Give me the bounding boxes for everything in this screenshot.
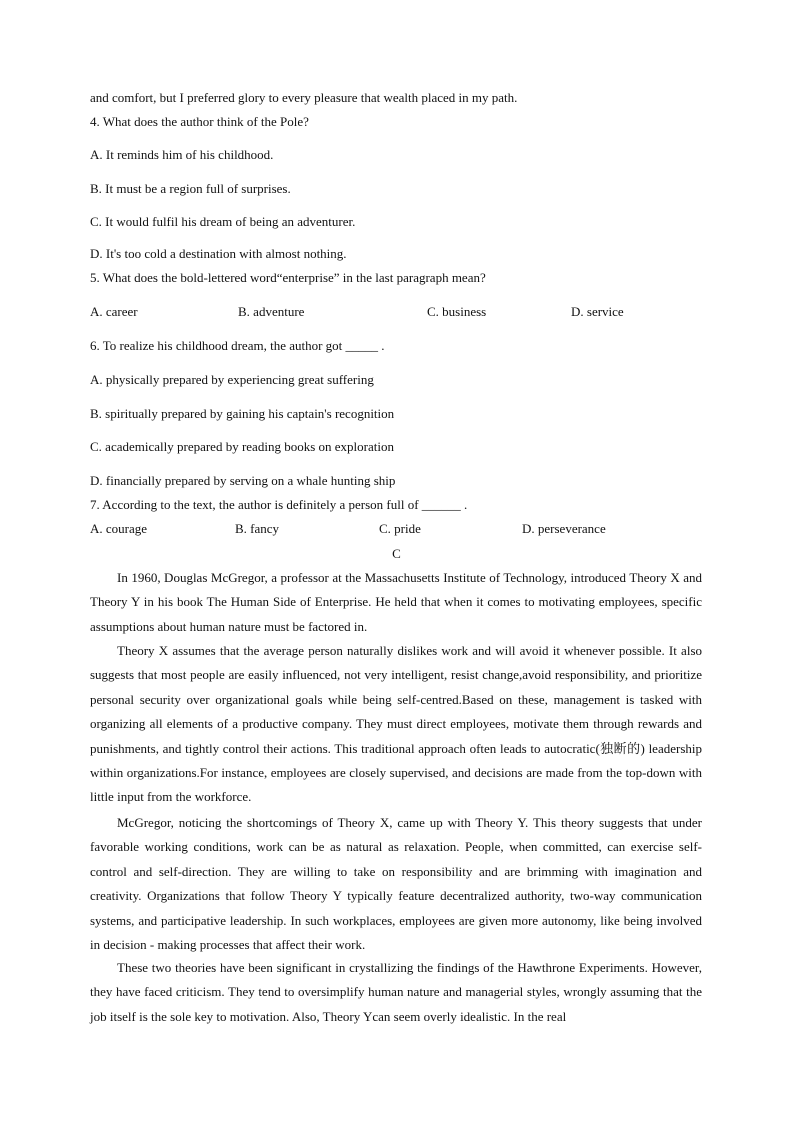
question-4-option-b: B. It must be a region full of surprises.: [90, 181, 291, 196]
question-6-option-d: D. financially prepared by serving on a whale hunting ship: [90, 473, 396, 488]
question-4-option-c: C. It would fulfil his dream of being an adventurer.: [90, 214, 356, 229]
question-7-option-b: B. fancy: [235, 521, 280, 536]
passage-paragraph-3: McGregor, noticing the shortcomings of Theory X, came up with Theory Y. This theory suggests that under favorable working conditions, work can be as natural as relaxation. People, when committed, can exercise self-control and self-direction. They are willing to take on responsibility and are brimming with imagination and creativity. Organizations that follow Theory Y typically feature decentralized authority, two-way communication systems, and participative leadership. In such workplaces, employees are given more autonomy, like being involved in decision - making processes that affect their work.: [90, 815, 702, 953]
question-4-option-a: A. It reminds him of his childhood.: [90, 147, 274, 162]
question-6-option-b: B. spiritually prepared by gaining his captain's recognition: [90, 406, 395, 421]
previous-passage-tail: and comfort, but I preferred glory to every pleasure that wealth placed in my path.: [90, 90, 518, 105]
question-6-option-a: A. physically prepared by experiencing great suffering: [90, 372, 374, 387]
question-7-option-d: D. perseverance: [522, 521, 606, 536]
passage-paragraph-2: Theory X assumes that the average person naturally dislikes work and will avoid it whenever possible. It also suggests that most people are easily influenced, not very intelligent, resist change,avoid responsibility, and prioritize personal security over organizational goals while being self-centred.Based on these, management is tasked with organizing all elements of a productive company. They must direct employees, motivate them through rewards and punishments, and tightly control their actions. This traditional approach often leads to autocratic(独断的) leadership within organizations.For instance, employees are closely supervised, and decisions are made from the top-down with little input from the workforce.: [90, 643, 702, 805]
question-7-options: [90, 521, 702, 537]
question-7-option-c: C. pride: [379, 521, 421, 536]
question-4-stem: 4. What does the author think of the Pole?: [90, 114, 309, 129]
question-5-options: [90, 304, 702, 320]
section-label: C: [392, 546, 401, 561]
passage-paragraph-1: In 1960, Douglas McGregor, a professor at the Massachusetts Institute of Technology, introduced Theory X and Theory Y in his book The Human Side of Enterprise. He held that when it comes to motivating employees, specific assumptions about human nature must be factored in.: [90, 570, 702, 634]
passage-paragraph-4: These two theories have been significant in crystallizing the findings of the Hawthrone Experiments. However, they have faced criticism. They tend to oversimplify human nature and managerial styles, wrongly assuming that the job itself is the sole key to motivation. Also, Theory Ycan seem overly idealistic. In the real: [90, 960, 702, 1024]
question-7-stem: 7. According to the text, the author is definitely a person full of ______ .: [90, 497, 468, 512]
question-6-option-c: C. academically prepared by reading books on exploration: [90, 439, 394, 454]
question-7-option-a: A. courage: [90, 521, 148, 536]
question-5-stem: 5. What does the bold-lettered word“enterprise” in the last paragraph mean?: [90, 270, 486, 285]
question-5-option-c: C. business: [427, 304, 487, 319]
question-5-option-b: B. adventure: [238, 304, 305, 319]
question-5-option-d: D. service: [571, 304, 624, 319]
question-5-option-a: A. career: [90, 304, 138, 319]
question-4-option-d: D. It's too cold a destination with almost nothing.: [90, 246, 347, 261]
question-6-stem: 6. To realize his childhood dream, the author got _____ .: [90, 338, 385, 353]
